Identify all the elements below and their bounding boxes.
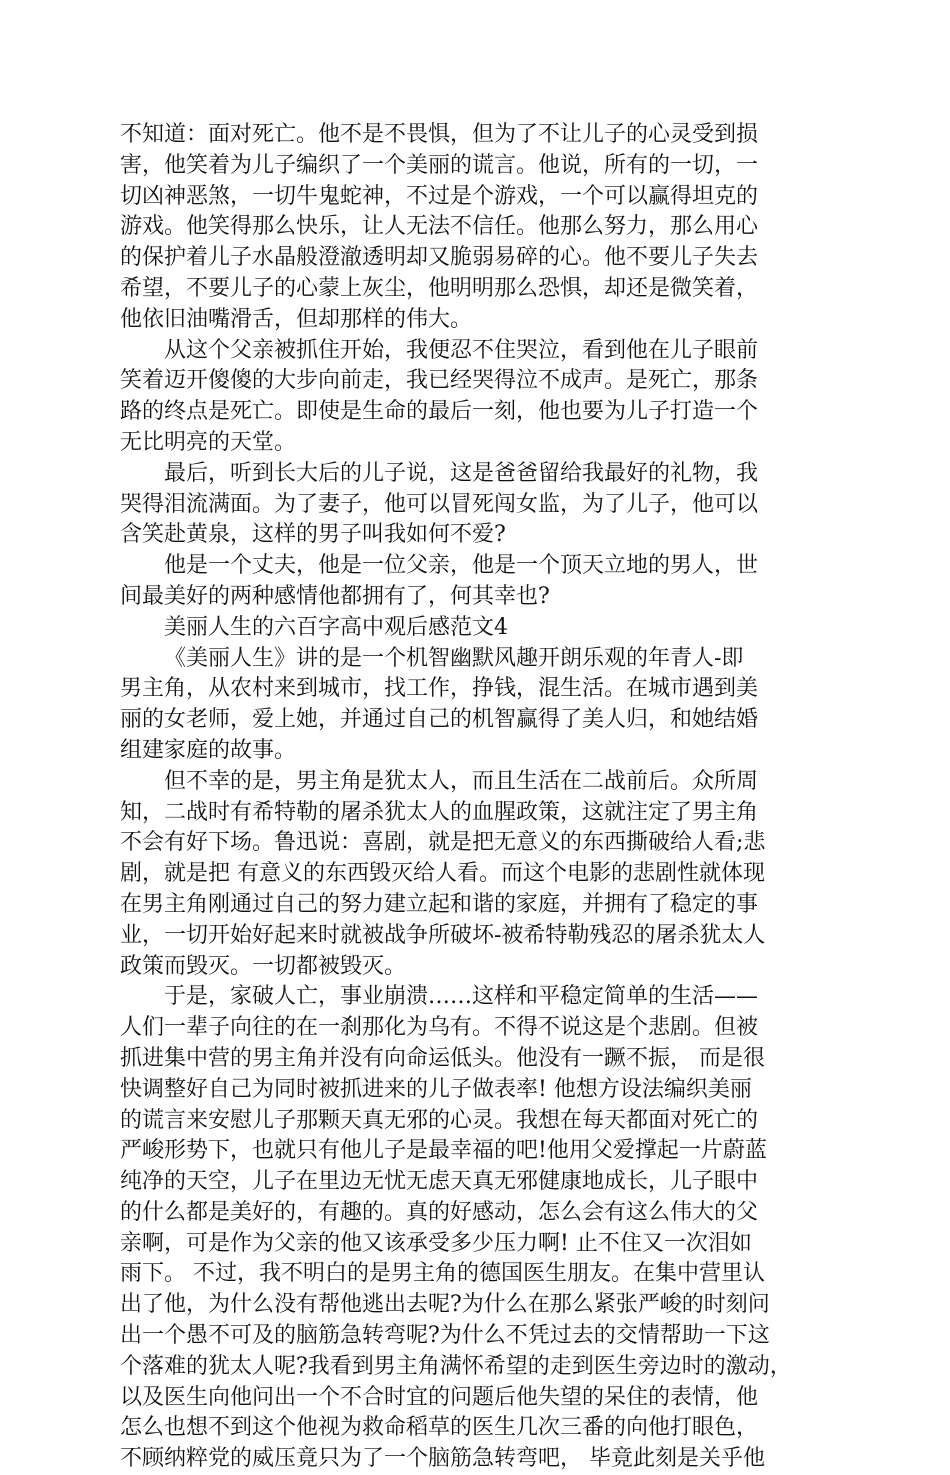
text-line: 快调整好自己为同时被抓进来的儿子做表率! 他想方设法编织美丽 (120, 1076, 752, 1102)
text-line: 不知道：面对死亡。他不是不畏惧，但为了不让儿子的心灵受到损 (120, 122, 759, 147)
text-line: 的什么都是美好的，有趣的。真的好感动，怎么会有这么伟大的父 (120, 1199, 759, 1225)
text-line: 切凶神恶煞，一切牛鬼蛇神，不过是个游戏，一个可以赢得坦克的 (120, 183, 759, 209)
text-line: 《美丽人生》讲的是一个机智幽默风趣开朗乐观的年青人-即 (164, 645, 744, 671)
text-line: 抓进集中营的男主角并没有向命运低头。他没有一蹶不振， 而是很 (120, 1045, 765, 1071)
text-line: 他依旧油嘴滑舌，但却那样的伟大。 (120, 306, 473, 332)
text-line: 政策而毁灭。一切都被毁灭。 (120, 953, 407, 979)
text-line: 严峻形势下，也就只有他儿子是最幸福的吧!他用父爱撑起一片蔚蓝 (120, 1138, 767, 1164)
text-line: 纯净的天空，儿子在里边无忧无虑天真无邪健康地成长，儿子眼中 (120, 1169, 759, 1195)
text-line: 美丽人生的六百字高中观后感范文4 (164, 614, 508, 640)
document-page (120, 120, 830, 1475)
text-line: 但不幸的是，男主角是犹太人，而且生活在二战前后。众所周 (164, 768, 759, 794)
text-line: 组建家庭的故事。 (120, 737, 297, 763)
text-line: 不会有好下场。鲁迅说：喜剧，就是把无意义的东西撕破给人看;悲 (120, 830, 766, 856)
text-line: 的谎言来安慰儿子那颗天真无邪的心灵。我想在每天都面对死亡的 (120, 1107, 759, 1133)
text-line: 个落难的犹太人呢?我看到男主角满怀希望的走到医生旁边时的激动， (120, 1353, 792, 1379)
text-line: 雨下。 不过，我不明白的是男主角的德国医生朋友。在集中营里认 (120, 1261, 765, 1287)
text-line: 丽的女老师，爱上她，并通过自己的机智赢得了美人归，和她结婚 (120, 707, 759, 733)
text-line: 的保护着儿子水晶般澄澈透明却又脆弱易碎的心。他不要儿子失去 (120, 245, 759, 271)
text-line: 知，二战时有希特勒的屠杀犹太人的血腥政策，这就注定了男主角 (120, 799, 759, 825)
text-line: 男主角，从农村来到城市，找工作，挣钱，混生活。在城市遇到美 (120, 676, 759, 702)
text-line: 间最美好的两种感情他都拥有了，何其幸也? (120, 583, 550, 609)
text-line: 剧，就是把 有意义的东西毁灭给人看。而这个电影的悲剧性就体现 (120, 861, 765, 887)
text-line: 不顾纳粹党的威压竟只为了一个脑筋急转弯吧， 毕竟此刻是关乎他 (120, 1446, 765, 1472)
text-line: 哭得泪流满面。为了妻子，他可以冒死闯女监，为了儿子，他可以 (120, 491, 759, 517)
text-line: 希望，不要儿子的心蒙上灰尘，他明明那么恐惧，却还是微笑着， (120, 275, 759, 301)
text-line: 人们一辈子向往的在一刹那化为乌有。不得不说这是个悲剧。但被 (120, 1015, 759, 1041)
text-line: 出一个愚不可及的脑筋急转弯呢?为什么不凭过去的交情帮助一下这 (120, 1323, 770, 1349)
text-line: 他是一个丈夫，他是一位父亲，他是一个顶天立地的男人，世 (164, 553, 759, 579)
text-line: 害，他笑着为儿子编织了一个美丽的谎言。他说，所有的一切，一 (120, 152, 759, 178)
text-line: 在男主角刚通过自己的努力建立起和谐的家庭，并拥有了稳定的事 (120, 891, 759, 917)
text-line: 路的终点是死亡。即使是生命的最后一刻，他也要为儿子打造一个 (120, 399, 759, 425)
text-line: 最后，听到长大后的儿子说，这是爸爸留给我最好的礼物，我 (164, 460, 759, 486)
text-line: 笑着迈开傻傻的大步向前走，我已经哭得泣不成声。是死亡，那条 (120, 368, 759, 394)
text-line: 于是，家破人亡，事业崩溃……这样和平稳定简单的生活—— (164, 984, 759, 1010)
text-line: 从这个父亲被抓住开始，我便忍不住哭泣，看到他在儿子眼前 (164, 337, 759, 363)
text-line: 业，一切开始好起来时就被战争所破坏-被希特勒残忍的屠杀犹太人 (120, 922, 766, 948)
text-line: 以及医生向他问出一个不合时宜的问题后他失望的呆住的表情，他 (120, 1384, 759, 1410)
text-line: 游戏。他笑得那么快乐，让人无法不信任。他那么努力，那么用心 (120, 214, 759, 240)
text-line: 怎么也想不到这个他视为救命稻草的医生几次三番的向他打眼色， (120, 1415, 759, 1441)
text-line: 亲啊，可是作为父亲的他又该承受多少压力啊! 止不住又一次泪如 (120, 1230, 752, 1256)
text-line: 出了他，为什么没有帮他逃出去呢?为什么在那么紧张严峻的时刻问 (120, 1292, 770, 1318)
text-line: 无比明亮的天堂。 (120, 429, 297, 455)
text-line: 含笑赴黄泉，这样的男子叫我如何不爱? (120, 522, 506, 548)
